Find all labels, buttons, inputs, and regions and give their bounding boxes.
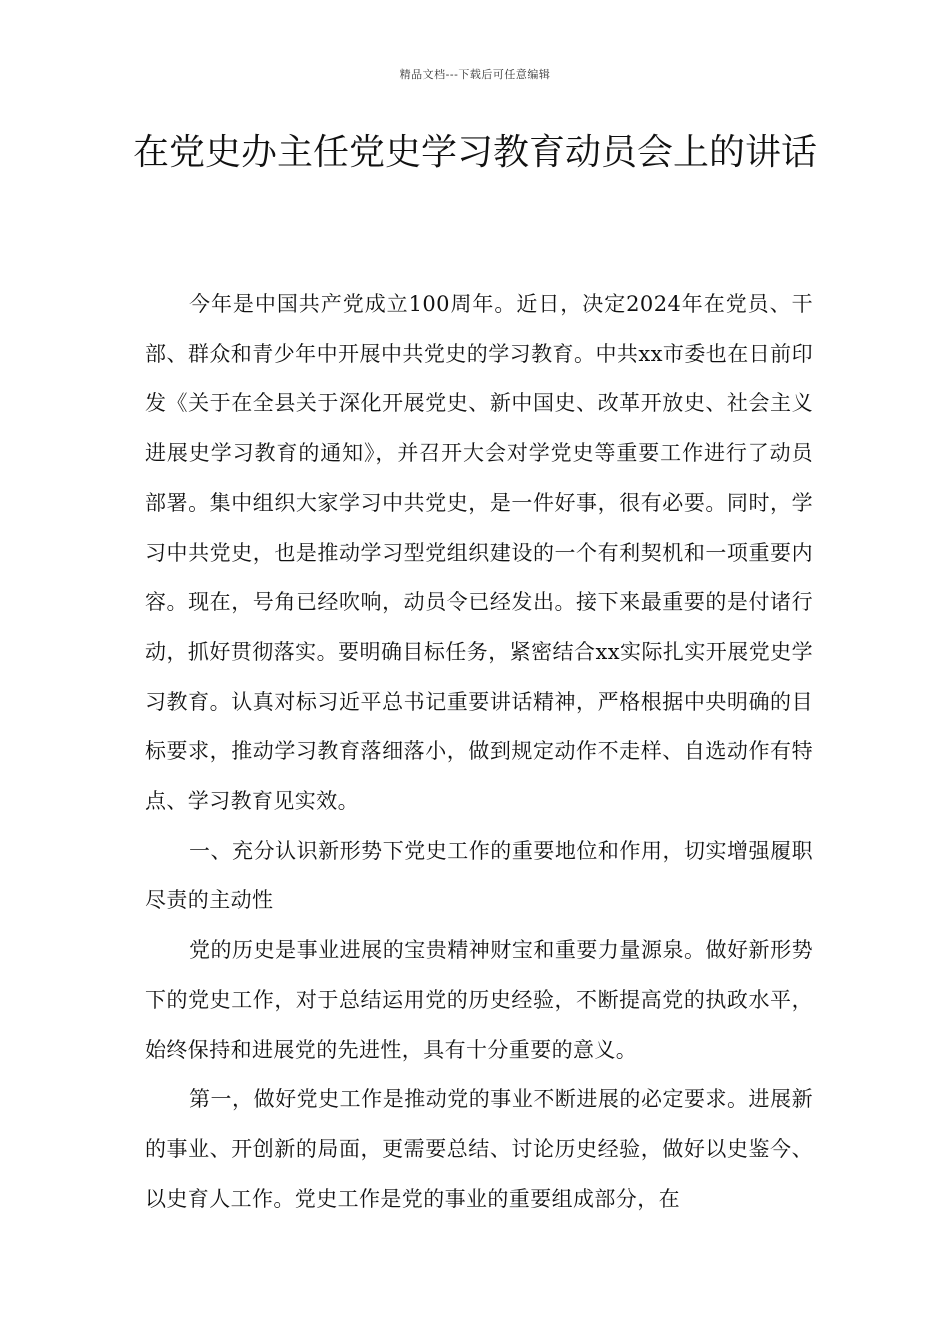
paragraph-intro: 今年是中国共产党成立100周年。近日，决定2024年在党员、干部、群众和青少年中开展中共党史的学习教育。中共xx市委也在日前印发《关于在全县关于深化开展党史、新中国史、改革开放史、社会主义进展史学习教育的通知》，并召开大会对学党史等重要工作进行了动员部署。集中组织大家学习中共党史，是一件好事，很有必要。同时，学习中共党史，也是推动学习型党组织建设的一个有利契机和一项重要内容。现在，号角已经吹响，动员令已经发出。接下来最重要的是付诸行动，抓好贯彻落实。要明确目标任务，紧密结合xx实际扎实开展党史学习教育。认真对标习近平总书记重要讲话精神，严格根据中央明确的目标要求，推动学习教育落细落小，做到规定动作不走样、自选动作有特点、学习教育见实效。 [145, 292, 813, 814]
paragraph-first-point: 第一，做好党史工作是推动党的事业不断进展的必定要求。进展新的事业、开创新的局面，更需要总结、讨论历史经验，做好以史鉴今、以史育人工作。党史工作是党的事业的重要组成部分，在 [145, 1087, 813, 1211]
header-note: 精品文档---下载后可任意编辑 [399, 68, 551, 81]
paragraph-party-history: 党的历史是事业进展的宝贵精神财宝和重要力量源泉。做好新形势下的党史工作，对于总结运用党的历史经验，不断提高党的执政水平，始终保持和进展党的先进性，具有十分重要的意义。 [145, 938, 813, 1062]
section-heading-1: 一、充分认识新形势下党史工作的重要地位和作用，切实增强履职尽责的主动性 [145, 838, 813, 913]
document-title: 在党史办主任党史学习教育动员会上的讲话 [132, 132, 817, 173]
document-body [145, 280, 813, 1224]
